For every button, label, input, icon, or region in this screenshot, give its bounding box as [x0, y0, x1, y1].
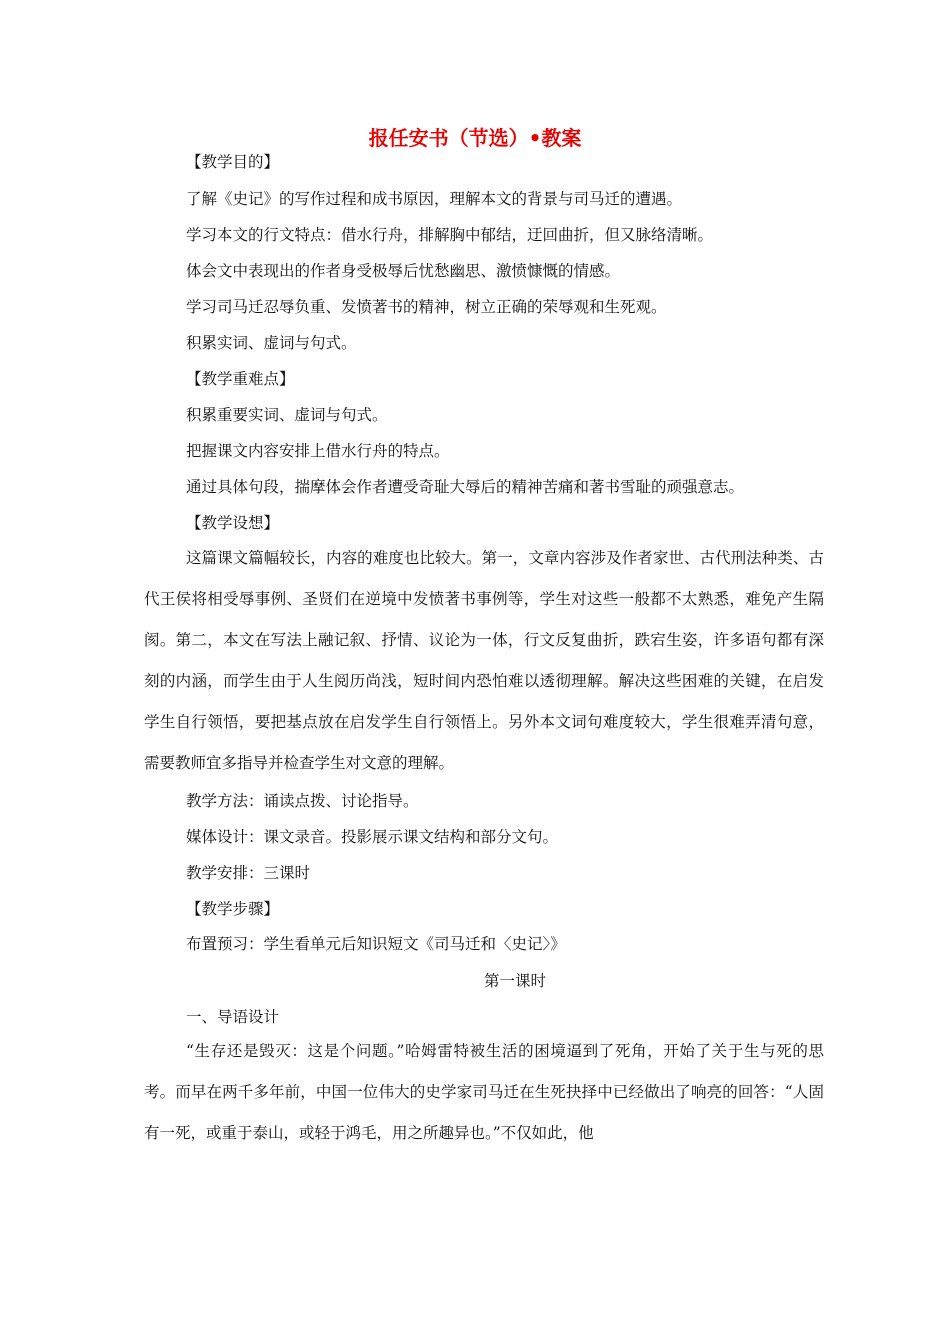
- design-paragraph: 这篇课文篇幅较长，内容的难度也比较大。第一，文章内容涉及作者家世、古代刑法种类、古代王侯将相受辱事例、圣贤们在逆境中发愤著书事例等，学生对这些一般都不太熟悉，难免产生隔阂。第二，本文在写法上融记叙、抒情、议论为一体，行文反复曲折，跌宕生姿，许多语句都有深刻的内涵，而学生由于人生阅历尚浅，短时间内恐怕难以透彻理解。解决这些困难的关键，在启发学生自行领悟，要把基点放在启发学生自行领悟上。另外本文词句难度较大，学生很难弄清句意，需要教师宜多指导并检查学生对文意的理解。: [144, 549, 824, 772]
- teaching-method: 教学方法：诵读点拨、讨论指导。: [186, 792, 419, 810]
- keypoint-item: 积累重要实词、虚词与句式。: [186, 406, 388, 424]
- objective-item: 积累实词、虚词与句式。: [186, 334, 357, 352]
- section-heading-steps: 【教学步骤】: [186, 900, 280, 918]
- section-heading-design: 【教学设想】: [186, 514, 280, 532]
- document-title: 报任安书（节选）•教案: [368, 126, 582, 150]
- intro-paragraph: “生存还是毁灭：这是个问题。”哈姆雷特被生活的困境逼到了死角，开始了关于生与死的思考。而早在两千多年前，中国一位伟大的史学家司马迁在生死抉择中已经做出了响亮的回答：“人固有一死，或重于泰山，或轻于鸿毛，用之所趣异也。”不仅如此，他: [144, 1042, 824, 1142]
- objective-item: 学习本文的行文特点：借水行舟，排解胸中郁结，迂回曲折，但又脉络清晰。: [186, 226, 714, 244]
- teaching-schedule: 教学安排：三课时: [186, 864, 311, 882]
- intro-heading: 一、导语设计: [186, 1008, 280, 1026]
- objective-item: 体会文中表现出的作者身受极辱后忧愁幽思、激愤慷慨的情感。: [186, 262, 621, 280]
- media-design: 媒体设计：课文录音。投影展示课文结构和部分文句。: [186, 828, 559, 846]
- objective-item: 学习司马迁忍辱负重、发愤著书的精神，树立正确的荣辱观和生死观。: [186, 298, 667, 316]
- lesson-heading: 第一课时: [483, 972, 546, 990]
- keypoint-item: 通过具体句段，揣摩体会作者遭受奇耻大辱后的精神苦痛和著书雪耻的顽强意志。: [186, 478, 745, 496]
- preview-assignment: 布置预习：学生看单元后知识短文《司马迁和〈史记〉》: [186, 935, 566, 953]
- section-heading-objectives: 【教学目的】: [186, 153, 280, 171]
- objective-item: 了解《史记》的写作过程和成书原因，理解本文的背景与司马迁的遭遇。: [186, 190, 683, 208]
- keypoint-item: 把握课文内容安排上借水行舟的特点。: [186, 442, 450, 460]
- section-heading-keypoints: 【教学重难点】: [186, 370, 295, 388]
